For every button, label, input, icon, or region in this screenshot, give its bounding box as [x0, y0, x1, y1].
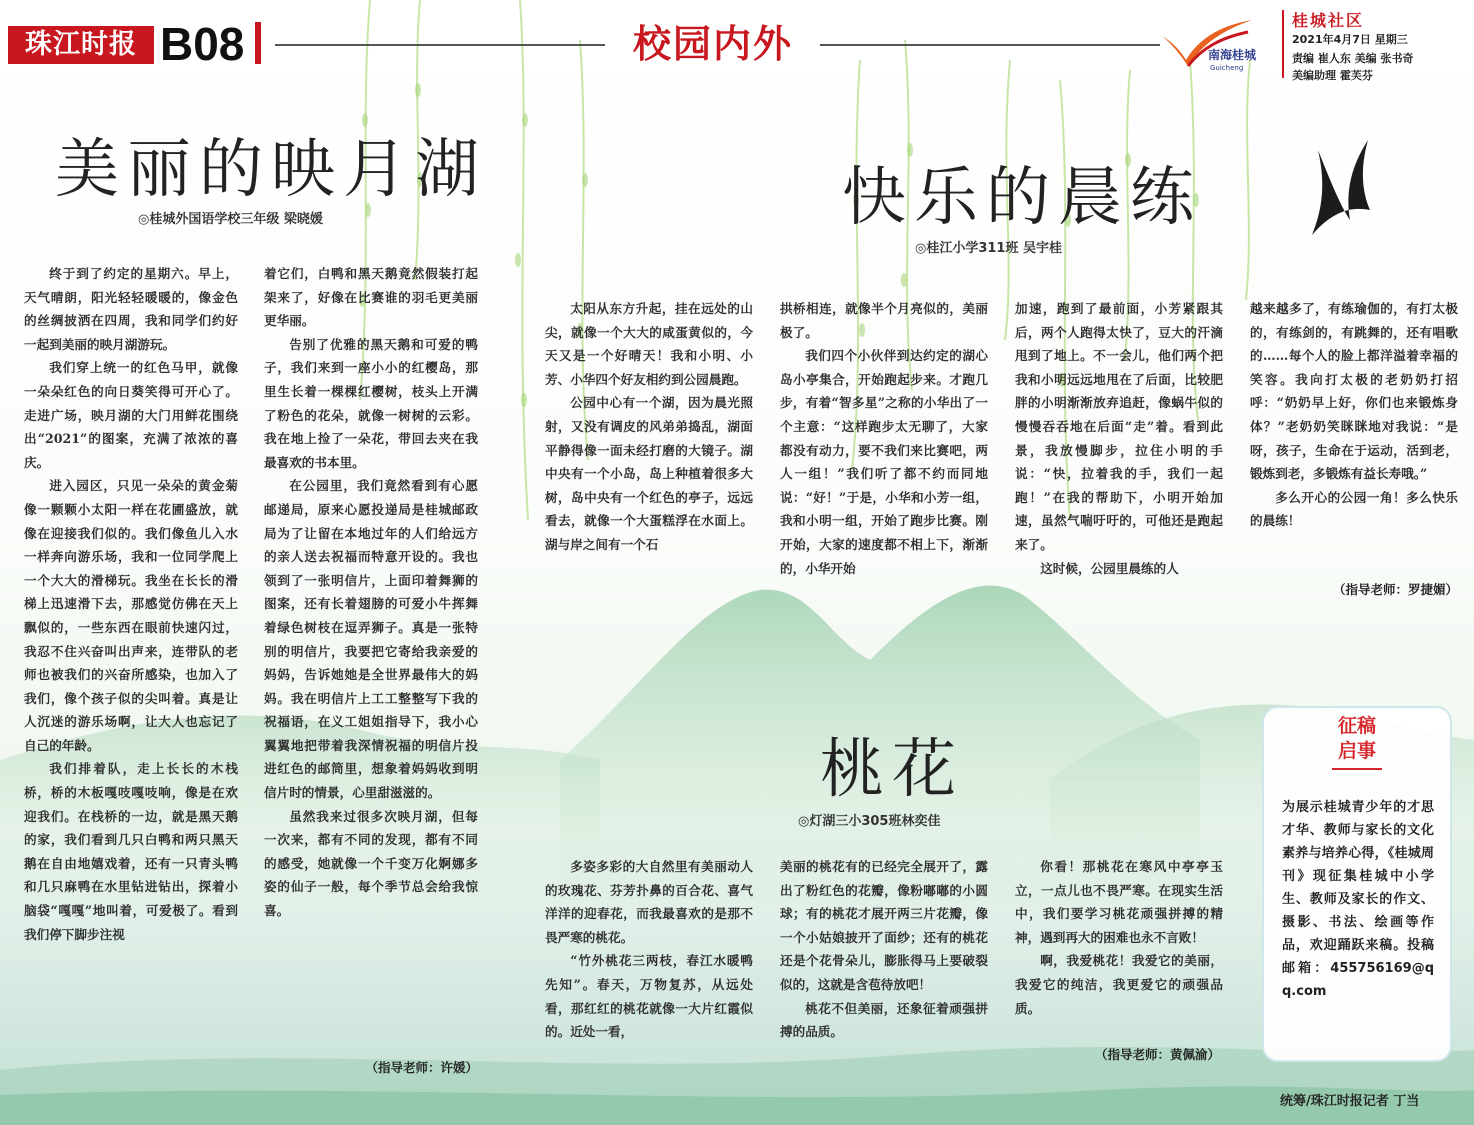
paragraph: 进入园区，只见一朵朵的黄金菊像一颗颗小太阳一样在花圃盛放，就像在迎接我们似的。我们像鱼儿入水一样奔向游乐场，我和一位同学爬上一个大大的滑梯玩。我坐在长长的滑梯上迅速滑下去，那感觉仿佛在天上飘似的，一些东西在眼前快速闪过，我忍不住兴奋叫出声来，连带队的老师也被我们的兴奋所感染，也加入了我们，像个孩子似的尖叫着。真是让人沉迷的游乐场啊，让大人也忘记了自己的年龄。 [24, 478, 238, 753]
swallow-icon [1312, 140, 1370, 235]
paragraph: 在公园里，我们竟然看到有心愿邮递局，原来心愿投递局是桂城邮政局为了让留在本地过年的人们给远方的亲人送去祝福而特意开设的。我也领到了一张明信片，上面印着舞狮的图案，还有长着翅膀的可爱小牛挥舞着绿色树枝在逗弄狮子。真是一张特别的明信片，我要把它寄给我亲爱的妈妈，告诉她她是全世界最伟大的妈妈。我在明信片上工工整整写下我的祝福语，在义工姐姐指导下，我小心翼翼地把带着我深情祝福的明信片投进红色的邮筒里，想象着妈妈收到明信片时的情景，心里甜滋滋的。 [264, 478, 478, 801]
paragraph: 我们四个小伙伴到达约定的湖心岛小亭集合，开始跑起步来。才跑几步，有着“智多星”之称的小华出了一个主意：“这样跑步太无聊了，大家都没有动力，要不我们来比赛吧，两人一组！”我们听了都不约而同地说：“好！”于是，小华和小芳一组，我和小明一组，开始了跑步比赛。刚开始，大家的速度都不相上下，渐渐的，小华开始 [780, 348, 988, 576]
call-for-submissions-box [1262, 706, 1452, 1062]
section-title: 校园内外 [632, 22, 793, 66]
teacher-credit: （指导老师：黄佩渝） [1094, 1047, 1220, 1062]
paragraph: 公园中心有一个湖，因为晨光照射，又没有调皮的风弟弟捣乱，湖面平静得像一面未经打磨的大镜子。湖中央有一个小岛，岛上种植着很多大树，岛中央有一个红色的亭子，远远看去，就像一个大蛋糕浮在水面上。湖与岸之间有一个石 [545, 395, 753, 552]
article-byline: ◎桂江小学311班 吴宇桂 [915, 241, 1063, 256]
paragraph: 我们穿上统一的红色马甲，就像一朵朵红色的向日葵笑得可开心了。走进广场，映月湖的大门用鲜花围绕出“2021”的图案，充满了浓浓的喜庆。 [24, 360, 238, 470]
paragraph: 加速，跑到了最前面，小芳紧跟其后，两个人跑得太快了，豆大的汗滴甩到了地上。不一会儿，他们两个把我和小明远远地甩在了后面，比较肥胖的小明渐渐放弃追赶，像蜗牛似的慢慢吞吞地在后面“走”着。看到此景，我放慢脚步，拉住小明的手说：“快，拉着我的手，我们一起跑！”在我的帮助下，小明开始加速，虽然气喘吁吁的，可他还是跑起来了。 [1015, 301, 1223, 552]
paragraph: 着它们，白鸭和黑天鹅竟然假装打起架来了，好像在比赛谁的羽毛更美丽更华丽。 [264, 266, 478, 329]
paragraph: 你看！那桃花在寒风中亭亭玉立，一点儿也不畏严寒。在现实生活中，我们要学习桃花顽强拼搏的精神，遇到再大的困难也永不言败！ [1015, 859, 1223, 945]
paragraph: 虽然我来过很多次映月湖，但每一次来，都有不同的发现，都有不同的感受，她就像一个千变万化婀娜多姿的仙子一般，每个季节总会给我惊喜。 [264, 808, 478, 919]
notice-title-line: 启事 [1337, 740, 1376, 762]
paragraph: 太阳从东方升起，挂在远处的山尖，就像一个大大的咸蛋黄似的，今天又是一个好晴天！我和小明、小芳、小华四个好友相约到公园晨跑。 [545, 301, 753, 387]
article-column [780, 855, 988, 1044]
masthead-rule-right [820, 44, 1160, 46]
partner-logo-name: 南海桂城 [1208, 48, 1257, 62]
masthead-divider [1282, 10, 1284, 78]
masthead-rule-left [275, 44, 605, 46]
paragraph: “竹外桃花三两枝，春江水暖鸭先知”。春天，万物复苏，从远处看，那红红的桃花就像一大片红霞似的。近处一看， [545, 953, 753, 1040]
paragraph: 啊，我爱桃花！我爱它的美丽，我爱它的纯洁，我更爱它的顽强品质。 [1015, 953, 1223, 1016]
article-byline: ◎灯湖三小305班林奕佳 [798, 814, 941, 829]
article-column [24, 262, 238, 946]
article-column [545, 855, 753, 1044]
article-title: 快乐的晨练 [842, 161, 1202, 235]
article-column [264, 262, 478, 923]
article-byline: ◎桂城外国语学校三年级 梁晓媛 [138, 212, 323, 227]
partner-logo-sub: Guicheng [1210, 64, 1244, 72]
article-title: 美丽的映月湖 [55, 133, 487, 207]
notice-underline [1332, 768, 1382, 770]
article-column [1015, 297, 1223, 580]
article-column [1250, 297, 1458, 533]
article-title: 桃花 [820, 733, 964, 807]
paragraph: 多姿多彩的大自然里有美丽动人的玫瑰花、芬芳扑鼻的百合花、喜气洋洋的迎春花，而我最喜欢的是那不畏严寒的桃花。 [545, 859, 753, 945]
paragraph: 这时候，公园里晨练的人 [1040, 560, 1179, 576]
paragraph: 拱桥相连，就像半个月亮似的，美丽极了。 [780, 301, 988, 340]
article-column [1015, 855, 1223, 1020]
article-column [780, 297, 988, 580]
paragraph: 终于到了约定的星期六。早上，天气晴朗，阳光轻轻暖暖的，像金色的丝绸披洒在四周，我和同学们约好一起到美丽的映月湖游玩。 [24, 266, 238, 352]
paper-logo: 珠江时报 [8, 26, 154, 64]
editors-line-2: 美编助理 霍芙芬 [1292, 69, 1373, 82]
editors-line: 责编 崔人东 美编 张书奇 [1292, 52, 1414, 65]
masthead-accent-bar [255, 22, 261, 64]
paragraph: 我们排着队，走上长长的木栈桥，桥的木板嘎吱嘎吱响，像是在欢迎我们。在栈桥的一边，就是黑天鹅的家，我们看到几只白鸭和两只黑天鹅在自由地嬉戏着，还有一只青头鸭和几只麻鸭在水里钻进钻出，探着小脑袋“嘎嘎”地叫着，可爱极了。看到我们停下脚步注视 [24, 761, 238, 942]
teacher-credit: （指导老师：罗捷媚） [1332, 582, 1458, 597]
column-name: 桂城社区 [1292, 11, 1365, 30]
paragraph: 越来越多了，有练瑜伽的，有打太极的，有练剑的，有跳舞的，还有唱歌的……每个人的脸上都洋溢着幸福的笑容。我向打太极的老奶奶打招呼：“奶奶早上好，你们也来锻炼身体？”老奶奶笑眯眯地对我说：“是呀，孩子，生命在于运动，活到老，锻炼到老，多锻炼有益长寿哦。” [1250, 301, 1458, 482]
notice-body: 为展示桂城青少年的才思才华、教师与家长的文化素养与培养心得，《桂城周刊》现征集桂城中小学生、教师及家长的作文、摄影、书法、绘画等作品，欢迎踊跃来稿。投稿邮箱：455756169@qq.com [1282, 800, 1434, 999]
paragraph: 告别了优雅的黑天鹅和可爱的鸭子，我们来到一座小小的红樱岛，那里生长着一棵棵红樱树，枝头上开满了粉色的花朵，就像一树树的云彩。我在地上捡了一朵花，带回去夹在我最喜欢的书本里。 [264, 336, 478, 470]
page-number: B08 [160, 18, 245, 70]
paragraph: 多么开心的公园一角！多么快乐的晨练！ [1250, 489, 1458, 529]
teacher-credit: （指导老师：许媛） [365, 1060, 478, 1075]
notice-title-line: 征稿 [1337, 715, 1376, 737]
paragraph: 桃花不但美丽，还象征着顽强拼搏的品质。 [780, 1000, 988, 1040]
footer-credit: 统筹/珠江时报记者 丁当 [1280, 1094, 1420, 1109]
paragraph: 美丽的桃花有的已经完全展开了，露出了粉红色的花瓣，像粉嘟嘟的小圆球；有的桃花才展开两三片花瓣，像一个小姑娘披开了面纱；还有的桃花还是个花骨朵儿，膨胀得马上要破裂似的，这就是含苞待放吧！ [780, 859, 988, 992]
notice-title [1264, 714, 1450, 764]
issue-date: 2021年4月7日 星期三 [1292, 33, 1408, 46]
article-column [545, 297, 753, 557]
